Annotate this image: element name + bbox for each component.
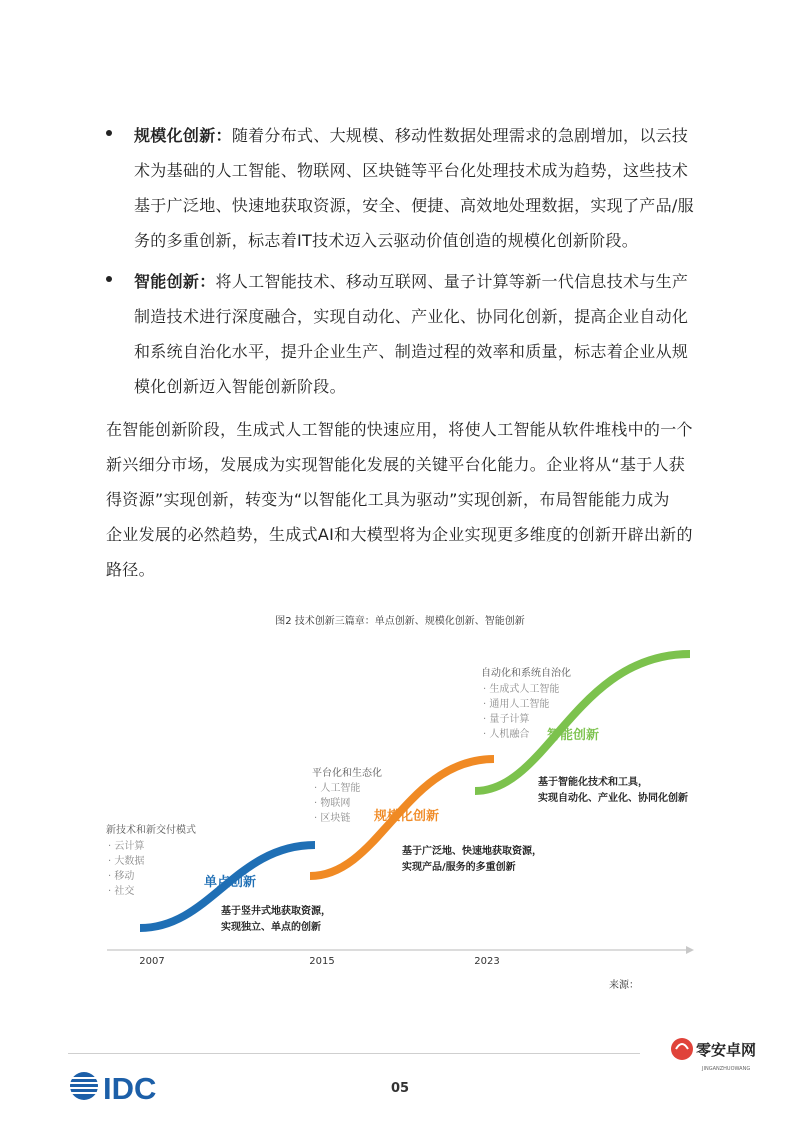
watermark-subtext: JINGANZHUOWANG — [702, 1066, 751, 1072]
bullet-line: 术为基础的人工智能、物联网、区块链等平台化处理技术成为趋势，这些技术 — [134, 161, 689, 180]
stage2-group-title: 平台化和生态化 — [312, 768, 382, 779]
bullet-line: 随着分布式、大规模、移动性数据处理需求的急剧增加，以云技 — [231, 126, 689, 145]
para-line: 企业发展的必然趋势，生成式AI和大模型将为企业实现更多维度的创新开辟出新的 — [106, 525, 693, 544]
year-2023: 2023 — [474, 956, 500, 967]
year-2015: 2015 — [309, 956, 335, 967]
bullet-label: 智能创新： — [134, 272, 216, 291]
stage3-item: · 生成式人工智能 — [483, 684, 560, 695]
watermark-leaf-icon — [671, 1038, 693, 1060]
stage1-name: 单点创新 — [204, 875, 257, 890]
idc-logo-text: IDC — [103, 1071, 157, 1104]
watermark-text: 零安卓网 — [696, 1041, 757, 1059]
stage3-group-title: 自动化和系统自治化 — [481, 668, 571, 679]
stage3-desc: 基于智能化技术和工具， — [538, 777, 648, 788]
stage1-group-title: 新技术和新交付模式 — [106, 825, 196, 836]
stage2-item: · 人工智能 — [314, 783, 361, 794]
timeline-arrow — [686, 946, 694, 954]
footer-divider — [68, 1053, 640, 1054]
stage2-item: · 物联网 — [314, 798, 351, 809]
stage3-desc: 实现自动化、产业化、协同化创新 — [538, 793, 688, 804]
stage1-item: · 社交 — [108, 886, 135, 897]
stage1-item: · 云计算 — [108, 841, 145, 852]
stage3-name: 智能创新 — [547, 728, 600, 743]
stage2-desc: 实现产品/服务的多重创新 — [402, 862, 516, 873]
bullet-line: 和系统自治化水平，提升企业生产、制造过程的效率和质量，标志着企业从规 — [134, 342, 689, 361]
stage2-desc: 基于广泛地、快速地获取资源， — [402, 846, 542, 857]
bullet-line: 务的多重创新，标志着IT技术迈入云驱动价值创造的规模化创新阶段。 — [134, 231, 639, 250]
bullet-line: 模化创新迈入智能创新阶段。 — [134, 377, 346, 396]
para-line: 路径。 — [106, 560, 155, 579]
bullet-line: 基于广泛地、快速地获取资源，安全、便捷、高效地处理数据，实现了产品/服 — [134, 196, 694, 215]
stage3-item: · 通用人工智能 — [483, 699, 550, 710]
watermark-logo — [668, 1027, 778, 1083]
stage1-desc: 实现独立、单点的创新 — [221, 922, 321, 933]
para-line: 新兴细分市场，发展成为实现智能化发展的关键平台化能力。企业将从“基于人获 — [106, 455, 686, 474]
para-line: 得资源”实现创新，转变为“以智能化工具为驱动”实现创新，布局智能能力成为 — [106, 490, 670, 509]
stage3-item: · 量子计算 — [483, 714, 530, 725]
figure-title: 图2 技术创新三篇章：单点创新、规模化创新、智能创新 — [275, 616, 525, 627]
page-number: 05 — [390, 1081, 410, 1096]
bullet-line: 将人工智能技术、移动互联网、量子计算等新一代信息技术与生产 — [215, 272, 689, 291]
stage1-desc: 基于竖井式地获取资源， — [221, 906, 331, 917]
stage2-item: · 区块链 — [314, 813, 351, 824]
stage3-item: · 人机融合 — [483, 729, 530, 740]
bullet-line: 制造技术进行深度融合，实现自动化、产业化、协同化创新，提高企业自动化 — [134, 307, 689, 326]
year-2007: 2007 — [139, 956, 165, 967]
stage2-name: 规模化创新 — [374, 809, 440, 824]
bullet-label: 规模化创新： — [134, 126, 232, 145]
stage1-item: · 移动 — [108, 871, 135, 882]
para-line: 在智能创新阶段，生成式人工智能的快速应用，将使人工智能从软件堆栈中的一个 — [106, 420, 693, 439]
figure-source: 来源： — [609, 980, 639, 991]
stage1-item: · 大数据 — [108, 856, 145, 867]
